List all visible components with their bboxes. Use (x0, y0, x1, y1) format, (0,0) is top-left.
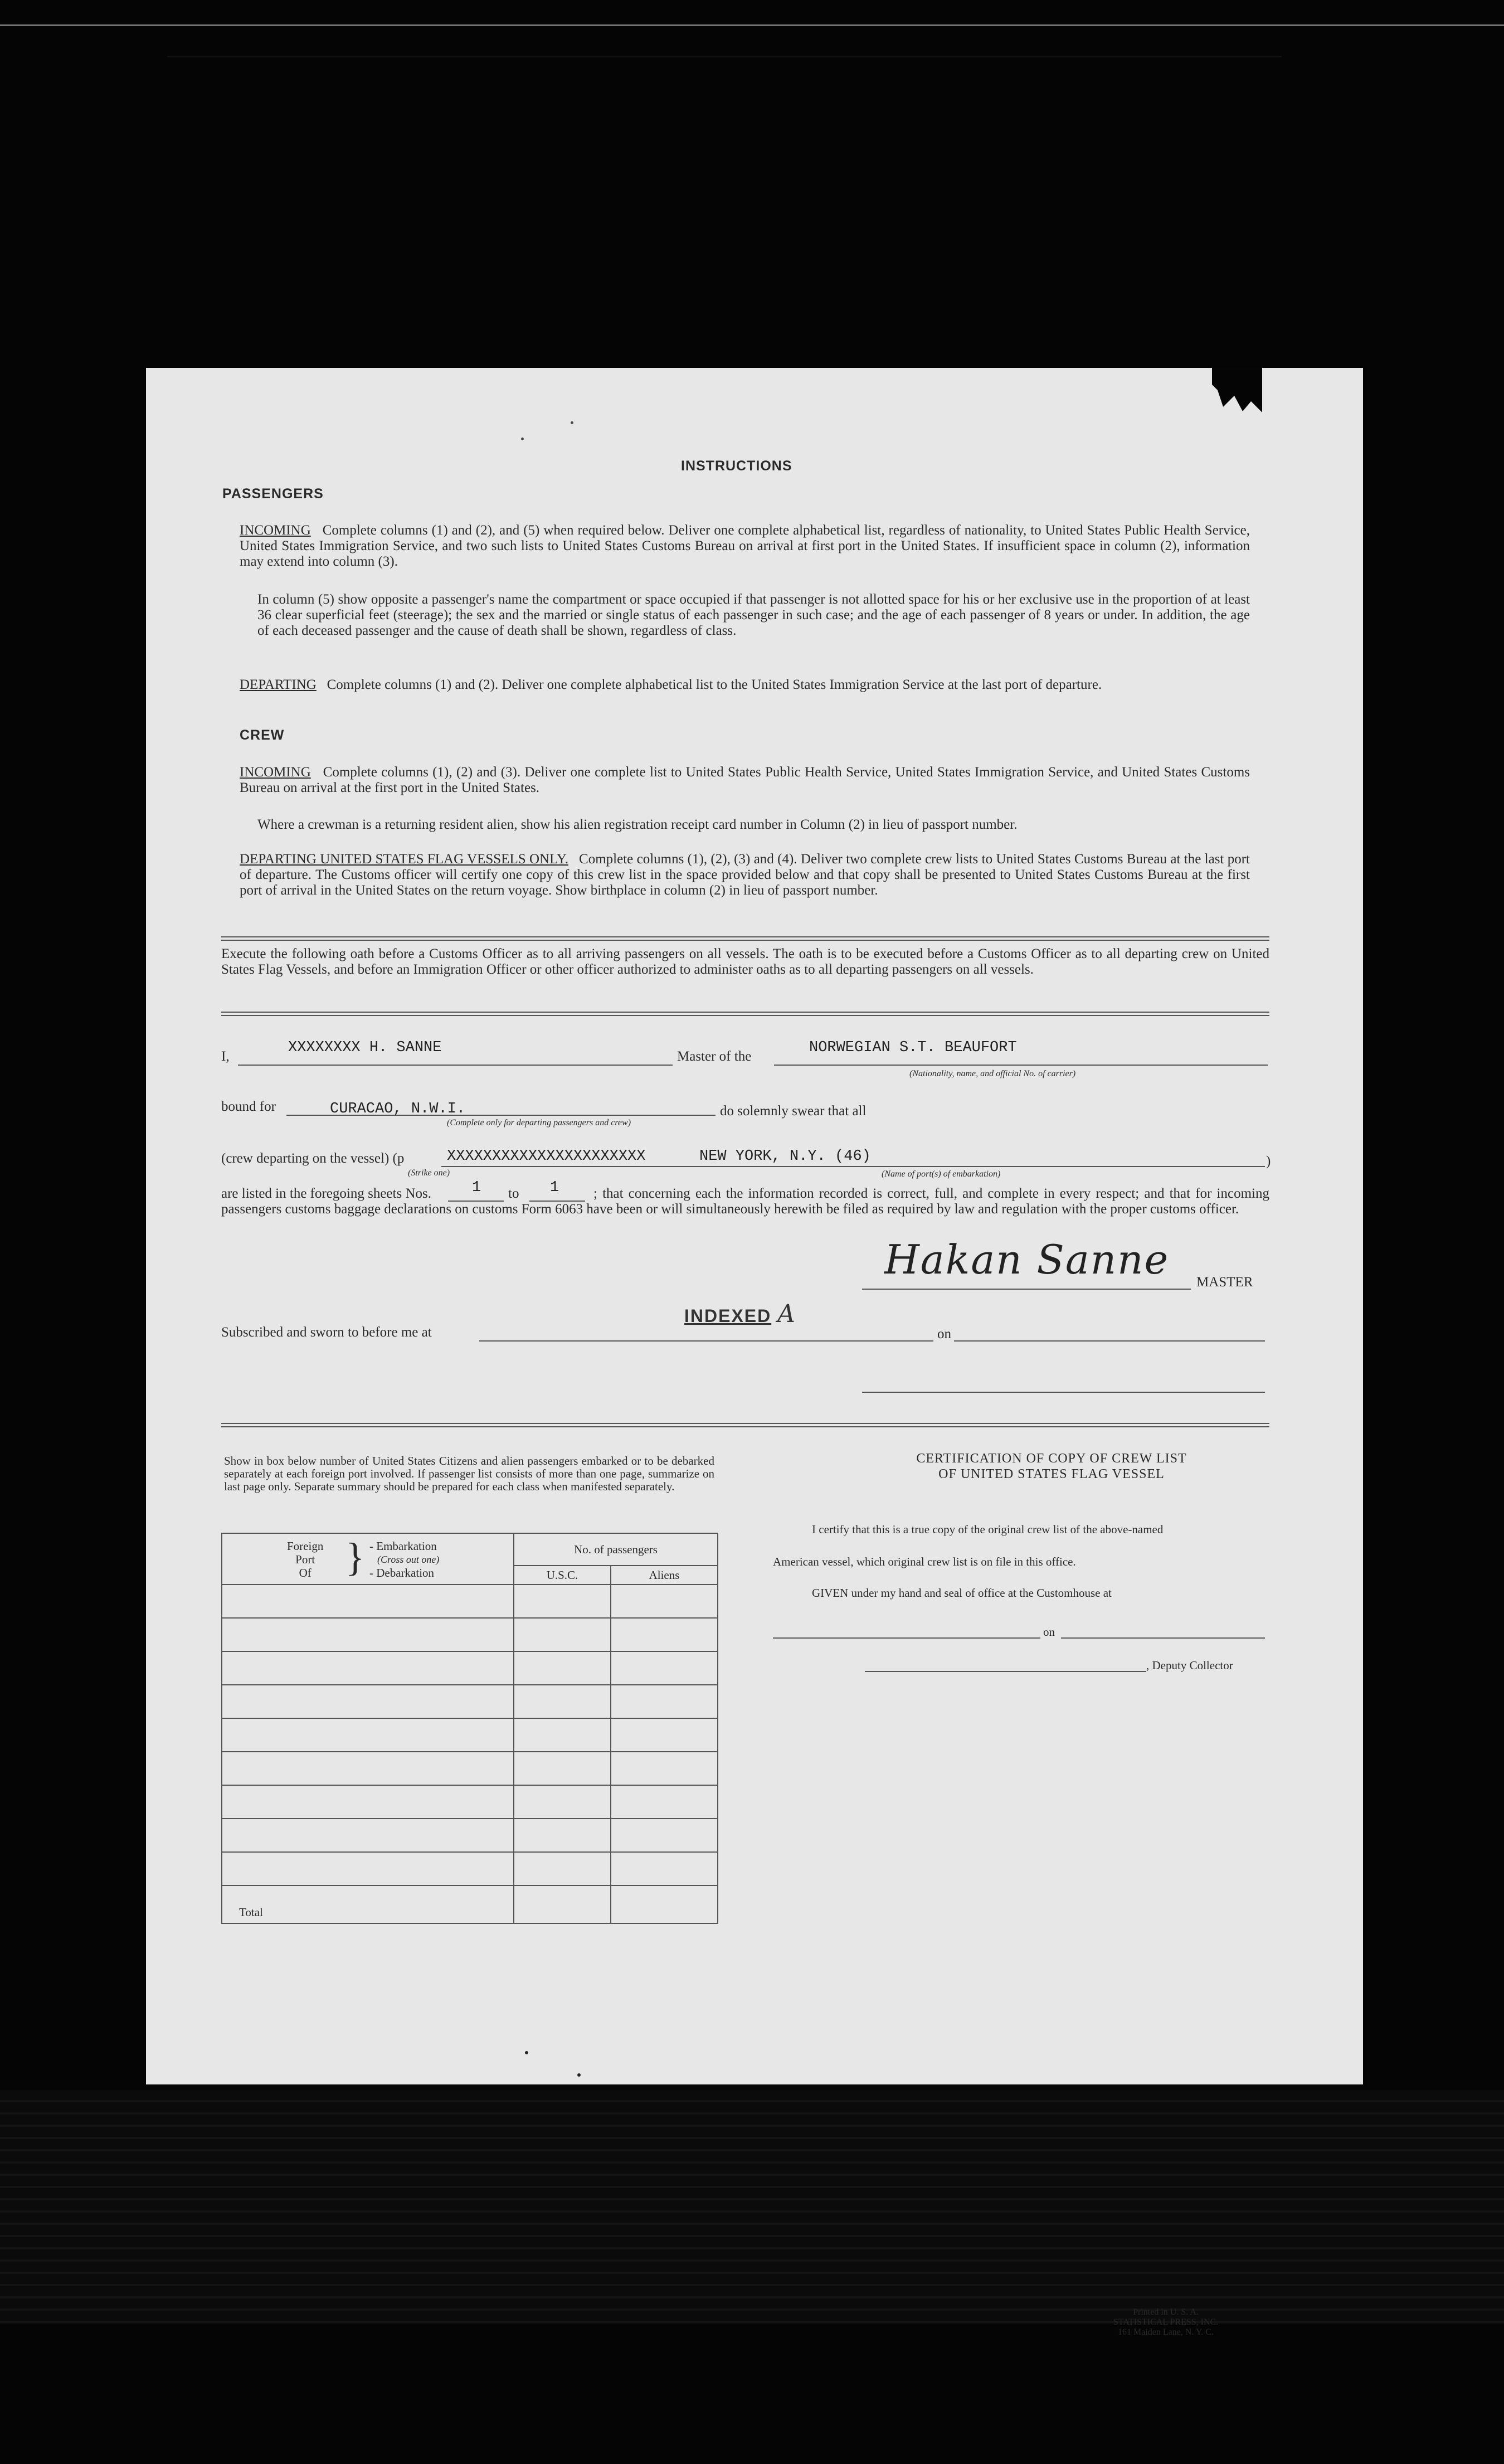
no-passengers-header: No. of passengers (514, 1533, 718, 1566)
cross-out-label: (Cross out one) (377, 1554, 440, 1565)
subscribed-date-line (954, 1340, 1265, 1342)
aliens-cell[interactable] (611, 1752, 718, 1785)
sheet-from-value: 1 (472, 1179, 481, 1196)
passengers-col5-text: In column (5) show opposite a passenger's name the compartment or space occupied if that passenger is not allotted space for his or her exclusive use in the proportion of at least 36 clear superficial feet (steerage); the sex and the married or single status of each passenger in such case; and the age of each passenger of 8 years or under. In addition, the age of each deceased passenger and the cause of death shall be shown, regardless of class. (257, 592, 1250, 638)
customhouse-line (773, 1637, 1040, 1639)
port-cell[interactable] (222, 1785, 514, 1819)
vessel-value: NORWEGIAN S.T. BEAUFORT (809, 1039, 1017, 1056)
listed-text: ; that concerning each the information recorded is correct, full, and complete in every respect; and that for incoming passengers customs baggage declarations on customs Form 6063 have been or will simultaneously herewith be filed as required by law and regulation with the proper customs officer. (221, 1186, 1269, 1217)
usc-cell[interactable] (514, 1585, 611, 1618)
crew-departing-label-text: (crew departing on the vessel) (p (221, 1151, 405, 1166)
certification-on-label: on (1043, 1625, 1055, 1639)
port-cell[interactable] (222, 1752, 514, 1785)
port-cell[interactable] (222, 1852, 514, 1885)
officer-signature-line (862, 1392, 1265, 1393)
usc-cell[interactable] (514, 1618, 611, 1651)
table-row (222, 1752, 718, 1785)
deputy-signature-line (865, 1671, 1146, 1672)
usc-cell[interactable] (514, 1685, 611, 1718)
port-cell[interactable] (222, 1685, 514, 1718)
sheet-to-value: 1 (550, 1179, 559, 1196)
master-name-value: XXXXXXXX H. SANNE (288, 1039, 442, 1056)
port-cell[interactable] (222, 1819, 514, 1852)
crew-heading: CREW (240, 727, 285, 743)
crew-departing-text: Complete columns (1), (2), (3) and (4). Deliver two complete crew lists to United States Customs Bureau at the last port of departure. The Customs officer will certify one copy of this crew list in the space provided below and that copy shall be presented to United States Customs Bureau at the first port of arrival in the United States on the return voyage. Show birthplace in column (2) in lieu of passport number. (240, 852, 1250, 898)
vessel-caption: (Nationality, name, and official No. of carrier) (909, 1069, 1076, 1078)
crew-incoming-paragraph (240, 765, 1250, 796)
usc-cell[interactable] (514, 1852, 611, 1885)
vessel-line (774, 1065, 1268, 1066)
aliens-cell[interactable] (611, 1585, 718, 1618)
given-text: GIVEN under my hand and seal of office at the Customhouse at (812, 1586, 1112, 1600)
crew-resident-text: Where a crewman is a returning resident alien, show his alien registration receipt card number in Column (2) in lieu of passport number. (257, 817, 1018, 832)
certify-line2: American vessel, which original crew list is on file in this office. (773, 1555, 1076, 1568)
crew-list-form-page (146, 368, 1363, 2337)
usc-cell[interactable] (514, 1718, 611, 1752)
passengers-incoming-paragraph (240, 523, 1250, 570)
of-label: Of (299, 1566, 311, 1580)
listed-label: are listed in the foregoing sheets Nos. (221, 1186, 431, 1201)
divider (221, 1012, 1269, 1016)
port-header-cell (222, 1533, 514, 1585)
usc-cell[interactable] (514, 1752, 611, 1785)
total-label: Total (222, 1885, 514, 1923)
table-header-row (222, 1533, 718, 1566)
table-row (222, 1585, 718, 1618)
close-paren: ) (1266, 1154, 1271, 1169)
bound-caption: (Complete only for departing passengers and crew) (447, 1118, 631, 1127)
certify-line1: I certify that this is a true copy of the original crew list of the above-named (812, 1523, 1164, 1536)
usc-cell[interactable] (514, 1785, 611, 1819)
punch-dot (525, 2051, 528, 2054)
aliens-cell[interactable] (611, 1785, 718, 1819)
table-row (222, 1819, 718, 1852)
printer-line3: 161 Maiden Lane, N. Y. C. (1118, 2327, 1214, 2337)
printer-imprint (1093, 2307, 1238, 2337)
port-line (441, 1166, 1265, 1167)
speck (521, 438, 524, 440)
foreign-label: Foreign (287, 1539, 324, 1553)
aliens-header: Aliens (611, 1566, 718, 1585)
bound-for-value: CURACAO, N.W.I. (330, 1101, 466, 1117)
oath-intro: Execute the following oath before a Customs Officer as to all arriving passengers on all vessels. The oath is to be executed before a Customs Officer as to all departing crew on United States Flag Vessels, and before an Immigration Officer or other officer authorized to administer oaths as to all departing passengers on all vessels. (221, 946, 1269, 977)
indexed-stamp (684, 1300, 796, 1328)
certification-date-line (1061, 1637, 1265, 1639)
table-row (222, 1785, 718, 1819)
passenger-summary-table (221, 1533, 718, 1924)
aliens-total-cell[interactable] (611, 1885, 718, 1923)
signature-line (862, 1289, 1191, 1290)
usc-cell[interactable] (514, 1819, 611, 1852)
printer-line1: Printed in U. S. A. (1133, 2307, 1199, 2317)
subscribed-on-label: on (937, 1326, 951, 1342)
embarkation-label: - Embarkation (369, 1539, 437, 1553)
scan-top-edge (0, 25, 1504, 26)
swear-text: do solemnly swear that all (720, 1104, 867, 1119)
strike-value: XXXXXXXXXXXXXXXXXXXXXX (447, 1148, 646, 1165)
name-line (238, 1065, 673, 1066)
bound-for-label: bound for (221, 1099, 276, 1114)
port-cell[interactable] (222, 1718, 514, 1752)
passengers-departing-text: Complete columns (1) and (2). Deliver one complete alphabetical list to the United States Immigration Service at the last port of departure. (327, 677, 1102, 692)
i-label: I, (221, 1049, 230, 1064)
to-label: to (508, 1186, 519, 1201)
port-cell[interactable] (222, 1585, 514, 1618)
certification-title-line1: CERTIFICATION OF COPY OF CREW LIST (916, 1451, 1187, 1466)
passengers-incoming-text: Complete columns (1) and (2), and (5) when required below. Deliver one complete alphabetical list, regardless of nationality, to United States Public Health Service, United States Immigration Service, and two such lists to United States Customs Bureau on arrival at first port in the United States. If insufficient space in column (2), information may extend into column (3). (240, 523, 1250, 569)
crew-incoming-text: Complete columns (1), (2) and (3). Deliver one complete list to United States Public Health Service, United States Immigration Service, and United States Customs Bureau on arrival at the first port in the United States. (240, 765, 1250, 795)
subscribed-place-line (479, 1340, 933, 1342)
usc-total-cell[interactable] (514, 1885, 611, 1923)
departing-label: DEPARTING (240, 677, 317, 692)
table-row (222, 1718, 718, 1752)
usc-cell[interactable] (514, 1651, 611, 1685)
usc-header: U.S.C. (514, 1566, 611, 1585)
passengers-heading: PASSENGERS (222, 486, 324, 502)
port-value: NEW YORK, N.Y. (46) (699, 1148, 871, 1165)
divider (221, 936, 1269, 941)
aliens-cell[interactable] (611, 1718, 718, 1752)
master-label: MASTER (1196, 1275, 1253, 1290)
scan-noise (167, 56, 1282, 57)
master-signature: Hakan Sanne (884, 1236, 1170, 1283)
printer-line2: STATISTICAL PRESS, INC. (1113, 2317, 1219, 2327)
instructions-title: INSTRUCTIONS (681, 458, 792, 474)
aliens-cell[interactable] (611, 1819, 718, 1852)
brace: } (345, 1535, 365, 1580)
summary-note: Show in box below number of United States Citizens and alien passengers embarked or to be debarked separately at each foreign port involved. If passenger list consists of more than one page, summarize on last page only. Separate summary should be prepared for each class when manifested separately. (224, 1454, 714, 1493)
aliens-cell[interactable] (611, 1651, 718, 1685)
aliens-cell[interactable] (611, 1618, 718, 1651)
speck (571, 421, 573, 424)
subscribed-label: Subscribed and sworn to before me at (221, 1325, 432, 1340)
scan-lower-band (0, 2090, 1504, 2324)
certification-title-line2: OF UNITED STATES FLAG VESSEL (938, 1467, 1165, 1481)
deputy-collector-label: , Deputy Collector (1146, 1659, 1233, 1672)
passengers-departing-paragraph (240, 677, 1250, 693)
table-row (222, 1685, 718, 1718)
indexed-stamp-text: INDEXED (684, 1306, 772, 1326)
aliens-cell[interactable] (611, 1852, 718, 1885)
table-row (222, 1852, 718, 1885)
crew-departing-paragraph (240, 852, 1250, 898)
port-caption: (Name of port(s) of embarkation) (882, 1169, 1001, 1179)
debarkation-label: - Debarkation (369, 1566, 435, 1580)
port-cell[interactable] (222, 1651, 514, 1685)
torn-corner-mark (1212, 368, 1262, 412)
master-of-label: Master of the (677, 1049, 752, 1064)
indexed-mark: A (777, 1300, 796, 1328)
table-row (222, 1618, 718, 1651)
port-cell[interactable] (222, 1618, 514, 1651)
table-total-row (222, 1885, 718, 1923)
aliens-cell[interactable] (611, 1685, 718, 1718)
table-row (222, 1651, 718, 1685)
strike-caption: (Strike one) (408, 1168, 450, 1178)
certification-title (856, 1451, 1247, 1482)
incoming-label: INCOMING (240, 523, 311, 538)
divider (221, 1423, 1269, 1427)
port-label: Port (295, 1553, 315, 1566)
crew-departing-label: DEPARTING UNITED STATES FLAG VESSELS ONLY. (240, 852, 568, 867)
punch-dot (577, 2073, 581, 2077)
crew-incoming-label: INCOMING (240, 765, 311, 780)
